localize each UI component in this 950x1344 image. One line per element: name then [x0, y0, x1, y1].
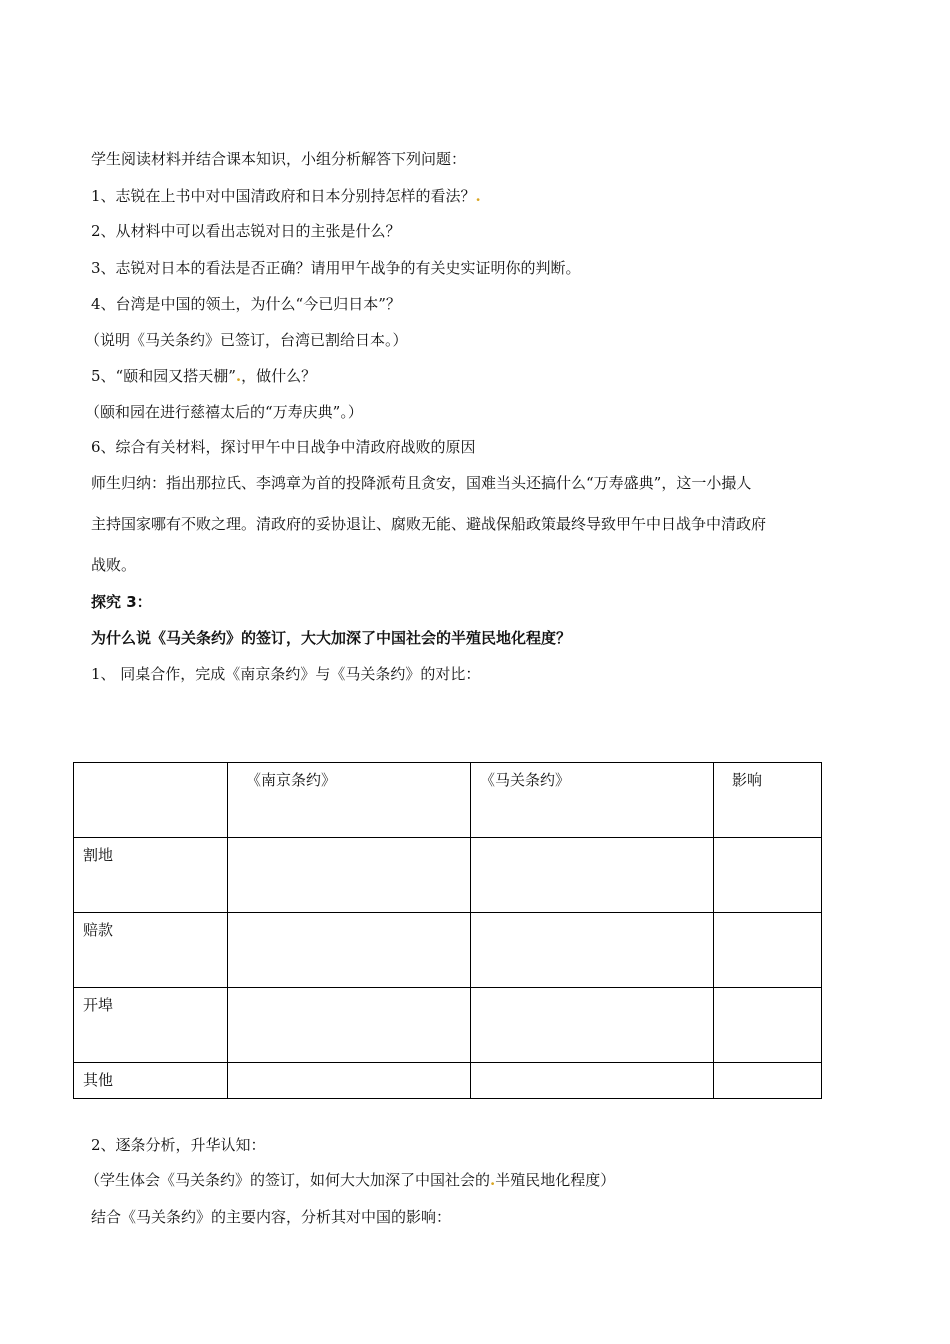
answer-cell[interactable] — [471, 838, 714, 913]
row-label-other: 其他 — [74, 1063, 228, 1099]
table-header-cell — [74, 763, 228, 838]
question-3: 3、志锐对日本的看法是否正确？请用甲午战争的有关史实证明你的判断。 — [91, 259, 581, 277]
question-5 — [91, 366, 316, 386]
question-6: 6、综合有关材料，探讨甲午中日战争中清政府战败的原因 — [91, 438, 476, 456]
question-4: 4、台湾是中国的领土，为什么“今已归日本”？ — [91, 295, 401, 313]
summary-line-2: 主持国家哪有不败之理。清政府的妥协退让、腐败无能、避战保船政策最终导致甲午中日战争中清政府 — [91, 515, 767, 533]
explore-question: 为什么说《马关条约》的签订，大大加深了中国社会的半殖民地化程度？ — [91, 629, 572, 647]
answer-cell[interactable] — [714, 913, 822, 988]
question-5-text-end: ，做什么？ — [241, 367, 317, 385]
table-header-maguan: 《马关条约》 — [471, 763, 714, 838]
table-row — [74, 913, 822, 988]
highlight-mark: . — [490, 1171, 496, 1189]
comparison-table — [73, 762, 822, 1099]
answer-cell[interactable] — [714, 1063, 822, 1099]
table-row — [74, 1063, 822, 1099]
table-header-row — [74, 763, 822, 838]
question-1 — [91, 186, 481, 206]
highlight-mark: . — [475, 187, 481, 205]
answer-cell[interactable] — [714, 838, 822, 913]
table-row — [74, 988, 822, 1063]
row-label-land: 割地 — [74, 838, 228, 913]
answer-cell[interactable] — [228, 838, 471, 913]
question-1-text: 1、志锐在上书中对中国清政府和日本分别持怎样的看法？ — [91, 187, 476, 205]
explore-title: 探究 3： — [91, 593, 152, 611]
intro-text: 学生阅读材料并结合课本知识，小组分析解答下列问题： — [91, 150, 467, 168]
task-1: 1、 同桌合作，完成《南京条约》与《马关条约》的对比： — [91, 665, 481, 683]
task-2-note — [85, 1170, 615, 1190]
task-2-note-text: （学生体会《马关条约》的签订，如何大大加深了中国社会的 — [85, 1171, 491, 1189]
answer-cell[interactable] — [471, 988, 714, 1063]
summary-line-1: 师生归纳：指出那拉氏、李鸿章为首的投降派苟且贪安，国难当头还搞什么“万寿盛典”，这一小撮人 — [91, 474, 752, 492]
row-label-ports: 开埠 — [74, 988, 228, 1063]
task-3: 结合《马关条约》的主要内容，分析其对中国的影响： — [91, 1208, 452, 1226]
table-header-impact: 影响 — [714, 763, 822, 838]
table-header-nanjing: 《南京条约》 — [228, 763, 471, 838]
question-5-note: （颐和园在进行慈禧太后的“万寿庆典”。） — [85, 403, 363, 421]
question-5-text: 5、“颐和园又搭天棚” — [91, 367, 236, 385]
answer-cell[interactable] — [714, 988, 822, 1063]
table-row — [74, 838, 822, 913]
question-4-note: （说明《马关条约》已签订，台湾已割给日本。） — [85, 331, 408, 349]
row-label-indemnity: 赔款 — [74, 913, 228, 988]
question-2: 2、从材料中可以看出志锐对日的主张是什么？ — [91, 222, 401, 240]
task-2: 2、逐条分析，升华认知： — [91, 1136, 266, 1154]
summary-line-3: 战败。 — [91, 556, 137, 574]
answer-cell[interactable] — [471, 913, 714, 988]
answer-cell[interactable] — [228, 988, 471, 1063]
task-2-note-text-end: 半殖民地化程度） — [495, 1171, 616, 1189]
answer-cell[interactable] — [228, 913, 471, 988]
highlight-mark: . — [235, 367, 242, 385]
answer-cell[interactable] — [471, 1063, 714, 1099]
answer-cell[interactable] — [228, 1063, 471, 1099]
